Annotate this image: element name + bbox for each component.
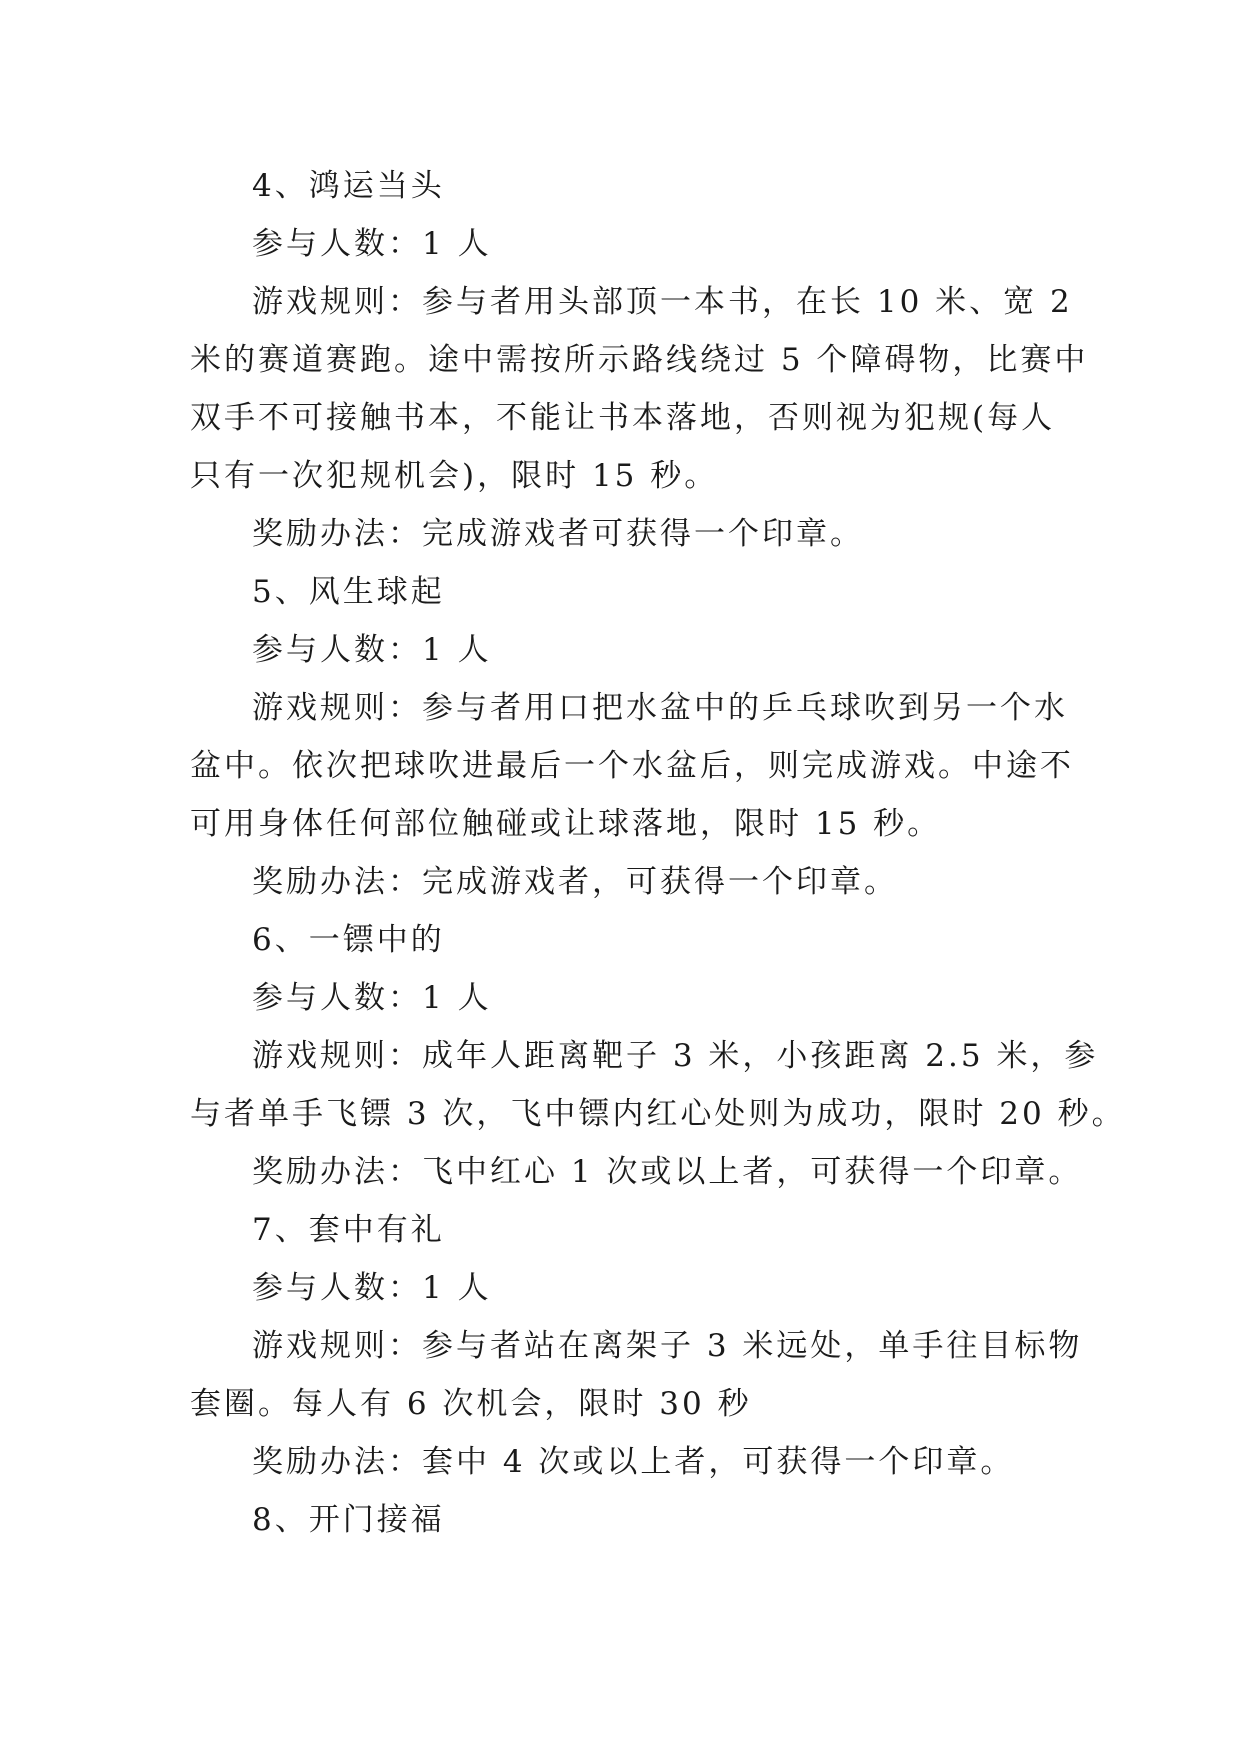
rules-5-line-1: 游戏规则：参与者用口把水盆中的乒乓球吹到另一个水 [252,690,1068,726]
section-heading-5: 5、风生球起 [252,574,445,610]
participants-7: 参与人数：1 人 [252,1270,492,1306]
rules-5-line-3: 可用身体任何部位触碰或让球落地，限时 15 秒。 [190,806,942,842]
rules-4-line-2: 米的赛道赛跑。途中需按所示路线绕过 5 个障碍物，比赛中 [190,342,1089,378]
participants-5: 参与人数：1 人 [252,632,492,668]
rules-4-line-4: 只有一次犯规机会)，限时 15 秒。 [190,458,719,494]
rules-7-line-1: 游戏规则：参与者站在离架子 3 米远处，单手往目标物 [252,1328,1083,1364]
rules-7-line-2: 套圈。每人有 6 次机会，限时 30 秒 [190,1386,752,1422]
reward-6: 奖励办法：飞中红心 1 次或以上者，可获得一个印章。 [252,1154,1083,1190]
rules-4-line-3: 双手不可接触书本，不能让书本落地，否则视为犯规(每人 [190,400,1056,436]
rules-5-line-2: 盆中。依次把球吹进最后一个水盆后，则完成游戏。中途不 [190,748,1074,784]
section-heading-4: 4、鸿运当头 [252,168,445,204]
section-heading-7: 7、套中有礼 [252,1212,445,1248]
participants-6: 参与人数：1 人 [252,980,492,1016]
reward-7: 奖励办法：套中 4 次或以上者，可获得一个印章。 [252,1444,1015,1480]
rules-6-line-1: 游戏规则：成年人距离靶子 3 米，小孩距离 2.5 米，参 [252,1038,1099,1074]
section-heading-8: 8、开门接福 [252,1502,445,1538]
reward-5: 奖励办法：完成游戏者，可获得一个印章。 [252,864,898,900]
rules-6-line-2: 与者单手飞镖 3 次，飞中镖内红心处则为成功，限时 20 秒。 [190,1096,1126,1132]
section-heading-6: 6、一镖中的 [252,922,445,958]
participants-4: 参与人数：1 人 [252,226,492,262]
reward-4: 奖励办法：完成游戏者可获得一个印章。 [252,516,864,552]
rules-4-line-1: 游戏规则：参与者用头部顶一本书，在长 10 米、宽 2 [252,284,1073,320]
